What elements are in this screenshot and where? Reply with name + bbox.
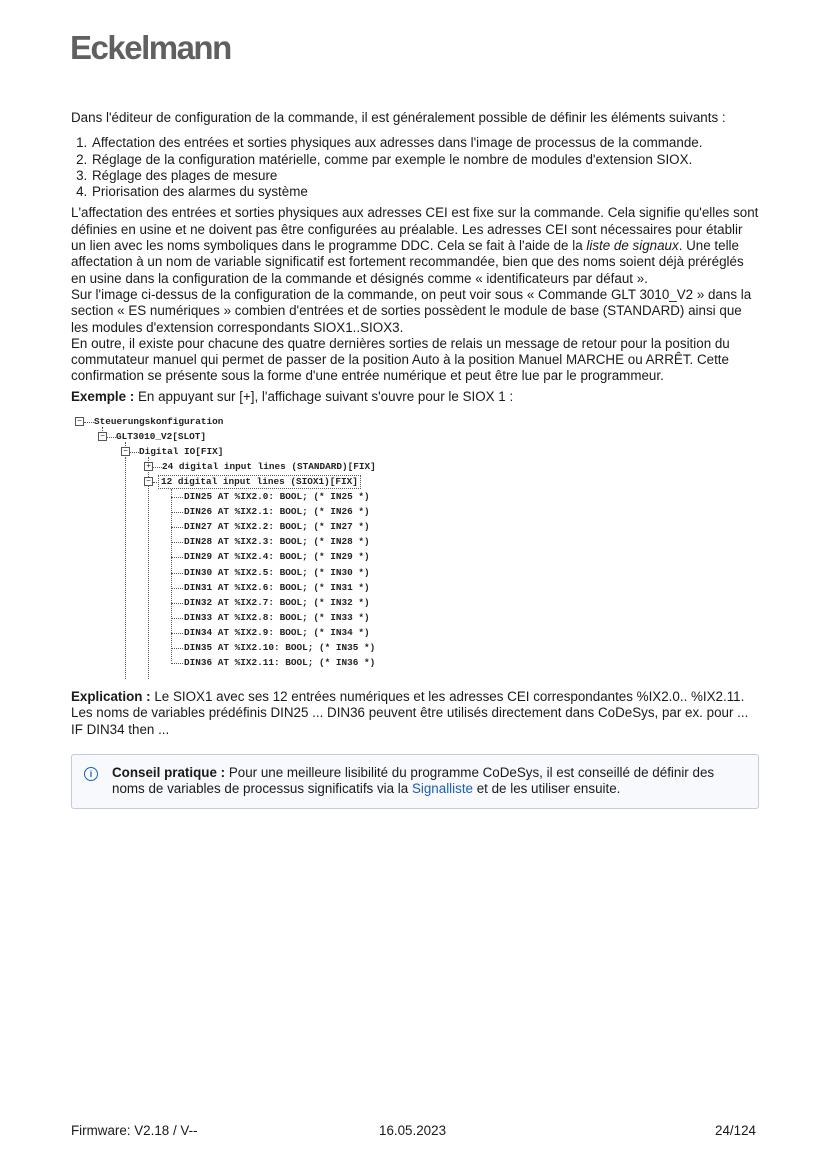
tree-connector (171, 557, 183, 558)
intro-text: Dans l'éditeur de configuration de la commande, il est généralement possible de définir les éléments suivants : (71, 110, 726, 125)
tree-connector (171, 573, 183, 574)
list-item: 1. Affectation des entrées et sorties physiques aux adresses dans l'image de processus de la commande. (91, 135, 759, 151)
tree-leaf[interactable]: DIN26 AT %IX2.1: BOOL; (* IN26 *) (184, 506, 370, 518)
tree-leaf[interactable]: DIN34 AT %IX2.9: BOOL; (* IN34 *) (184, 626, 370, 638)
footer-date: 16.05.2023 (379, 1123, 447, 1138)
tree-node-digital-io[interactable]: Digital IO[FIX] (139, 446, 224, 458)
list-item: 2. Réglage de la configuration matérielle, comme par exemple le nombre de modules d'extension SIOX. (91, 152, 759, 168)
tree-leaf[interactable]: DIN31 AT %IX2.6: BOOL; (* IN31 *) (184, 581, 370, 593)
signalliste-link[interactable]: Signalliste (411, 781, 473, 797)
tree-connector (171, 588, 183, 589)
tree-leaf[interactable]: DIN35 AT %IX2.10: BOOL; (* IN35 *) (184, 642, 376, 654)
tree-connector (171, 633, 183, 634)
firmware-version: Firmware: V2.18 / V-- (71, 1123, 198, 1138)
tree-node-standard[interactable]: 24 digital input lines (STANDARD)[FIX] (162, 461, 376, 473)
tree-leaf[interactable]: DIN29 AT %IX2.4: BOOL; (* IN29 *) (184, 551, 370, 563)
collapse-icon[interactable]: − (144, 477, 153, 486)
tree-leaf[interactable]: DIN27 AT %IX2.2: BOOL; (* IN27 *) (184, 521, 370, 533)
tree-connector (171, 603, 183, 604)
tree-connector (171, 527, 183, 528)
example-paragraph: Exemple : En appuyant sur [+], l'affichage suivant s'ouvre pour le SIOX 1 : (71, 388, 514, 404)
tree-node-root[interactable]: Steuerungskonfiguration (94, 416, 224, 428)
tree-leaf[interactable]: DIN30 AT %IX2.5: BOOL; (* IN30 *) (184, 566, 370, 578)
practical-tip-box: i Conseil pratique : Pour une meilleure lisibilité du programme CoDeSys, il est conseillé de définir des noms de variables de processus significatifs via la Signalliste et de les utiliser ensuite. (71, 754, 759, 809)
list-item: 4. Priorisation des alarmes du système (91, 184, 759, 200)
tree-connector (171, 542, 183, 543)
explanation-paragraph-2: Les noms de variables prédéfinis DIN25 ... DIN36 peuvent être utilisés directement dans CoDeSys, par ex. pour ... IF DIN34 then ... (71, 705, 749, 737)
collapse-icon[interactable]: − (98, 432, 107, 441)
signal-list-term: liste de signaux (586, 238, 679, 254)
tree-connector (171, 512, 183, 513)
paragraph-config: Sur l'image ci-dessus de la configuration de la commande, on peut voir sous « Commande GLT 3010_V2 » dans la section « ES numériques » combien d'entrées et de sorties possèdent le module de base (STANDARD) ainsi que les modules d'extension correspondants SIOX1..SIOX3. (71, 286, 752, 335)
tree-leaf[interactable]: DIN32 AT %IX2.7: BOOL; (* IN32 *) (184, 596, 370, 608)
paragraph-assignment: L'affectation des entrées et sorties physiques aux adresses CEI est fixe sur la commande. Cela signifie qu'elles sont définies en usine et ne doivent pas être configurées au préalable. Les adresses CEI sont nécessaires pour établir un lien avec les noms symboliques dans le programme DDC. Cela se fait à l'aide de la liste de signaux. Une telle affectation à un nom de variable significatif est fortement recommandée, bien que des noms soient déjà préréglés en usine dans la configuration de la commande et désignés comme « identificateurs par défaut ». (71, 205, 759, 286)
tree-leaf[interactable]: DIN25 AT %IX2.0: BOOL; (* IN25 *) (184, 491, 370, 503)
tree-connector (171, 648, 183, 649)
feature-list (71, 135, 759, 200)
collapse-icon[interactable]: − (121, 447, 130, 456)
tree-leaf[interactable]: DIN28 AT %IX2.3: BOOL; (* IN28 *) (184, 536, 370, 548)
expand-icon[interactable]: + (144, 462, 153, 471)
tree-node-siox1[interactable]: 12 digital input lines (SIOX1)[FIX] (161, 476, 358, 488)
list-item: 3. Réglage des plages de mesure (91, 168, 759, 184)
tree-node-slot[interactable]: GLT3010_V2[SLOT] (116, 431, 207, 443)
tree-connector (171, 618, 183, 619)
tree-leaf[interactable]: DIN36 AT %IX2.11: BOOL; (* IN36 *) (184, 657, 376, 669)
collapse-icon[interactable]: − (75, 417, 84, 426)
eckelmann-logo: Eckelmann (70, 29, 231, 66)
explanation-paragraph: Explication : Le SIOX1 avec ses 12 entrées numériques et les adresses CEI correspondantes %IX2.0.. %IX2.11. (71, 689, 745, 705)
info-icon: i (84, 767, 98, 781)
tree-connector (171, 663, 183, 664)
tree-leaf[interactable]: DIN33 AT %IX2.8: BOOL; (* IN33 *) (184, 611, 370, 623)
configuration-tree (71, 417, 759, 679)
tree-connector (171, 497, 183, 498)
page-number: 24/124 (715, 1123, 756, 1138)
paragraph-relay: En outre, il existe pour chacune des quatre dernières sorties de relais un message de retour pour la position du commutateur manuel qui permet de passer de la position Auto à la position Manuel MARCHE ou ARRÊT. Cette confirmation se présente sous la forme d'une entrée numérique et peut être lue par le programmeur. (71, 335, 730, 384)
